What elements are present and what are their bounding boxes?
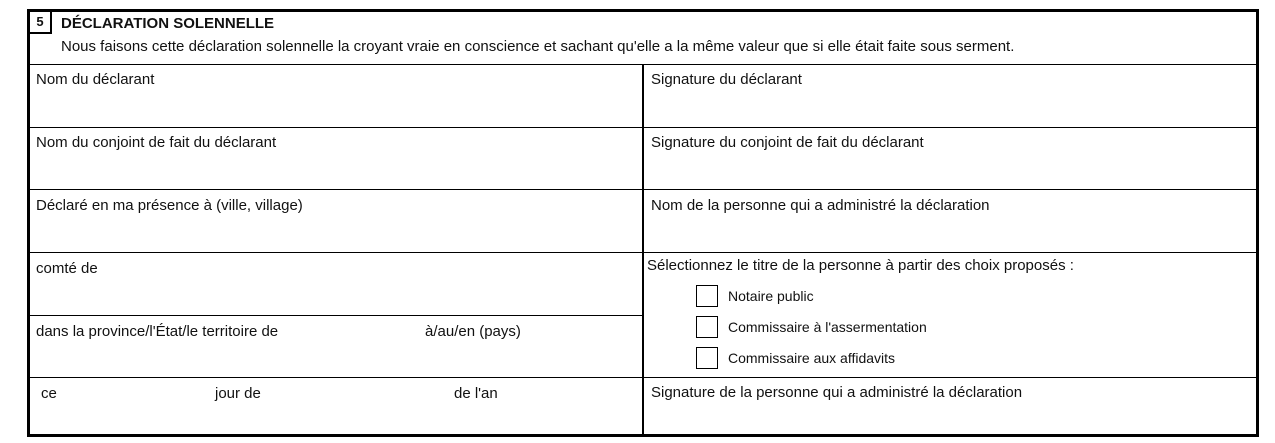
column-divider xyxy=(642,64,644,437)
country-field[interactable]: à/au/en (pays) xyxy=(425,323,521,340)
day-prefix-label: ce xyxy=(41,385,57,402)
declarant-name-field[interactable]: Nom du déclarant xyxy=(36,71,155,88)
commissioner-affidavits-label: Commissaire aux affidavits xyxy=(728,350,896,366)
notary-public-label: Notaire public xyxy=(728,288,814,304)
administrator-name-field[interactable]: Nom de la personne qui a administré la déclaration xyxy=(651,197,990,214)
spouse-signature-field[interactable]: Signature du conjoint de fait du déclarant xyxy=(651,134,924,151)
spouse-name-field[interactable]: Nom du conjoint de fait du déclarant xyxy=(36,134,277,151)
row-divider xyxy=(30,315,643,316)
solemn-declaration-form xyxy=(27,9,1259,437)
title-selection-prompt: Sélectionnez le titre de la personne à partir des choix proposés : xyxy=(647,257,1074,274)
year-of-field[interactable]: de l'an xyxy=(454,385,498,402)
section-number: 5 xyxy=(30,12,52,34)
county-field[interactable]: comté de xyxy=(36,260,98,277)
notary-public-checkbox[interactable] xyxy=(696,285,718,307)
commissioner-oaths-checkbox[interactable] xyxy=(696,316,718,338)
section-intro: Nous faisons cette déclaration solennelle la croyant vraie en conscience et sachant qu'elle a la même valeur que si elle était faite sous serment. xyxy=(61,38,1015,55)
commissioner-affidavits-checkbox[interactable] xyxy=(696,347,718,369)
administrator-signature-field[interactable]: Signature de la personne qui a administré la déclaration xyxy=(651,384,1023,401)
commissioner-oaths-label: Commissaire à l'assermentation xyxy=(728,319,927,335)
province-field[interactable]: dans la province/l'État/le territoire de xyxy=(36,323,279,340)
day-of-field[interactable]: jour de xyxy=(215,385,261,402)
declarant-signature-field[interactable]: Signature du déclarant xyxy=(651,71,802,88)
section-title: DÉCLARATION SOLENNELLE xyxy=(61,15,275,32)
declared-at-field[interactable]: Déclaré en ma présence à (ville, village) xyxy=(36,197,303,214)
